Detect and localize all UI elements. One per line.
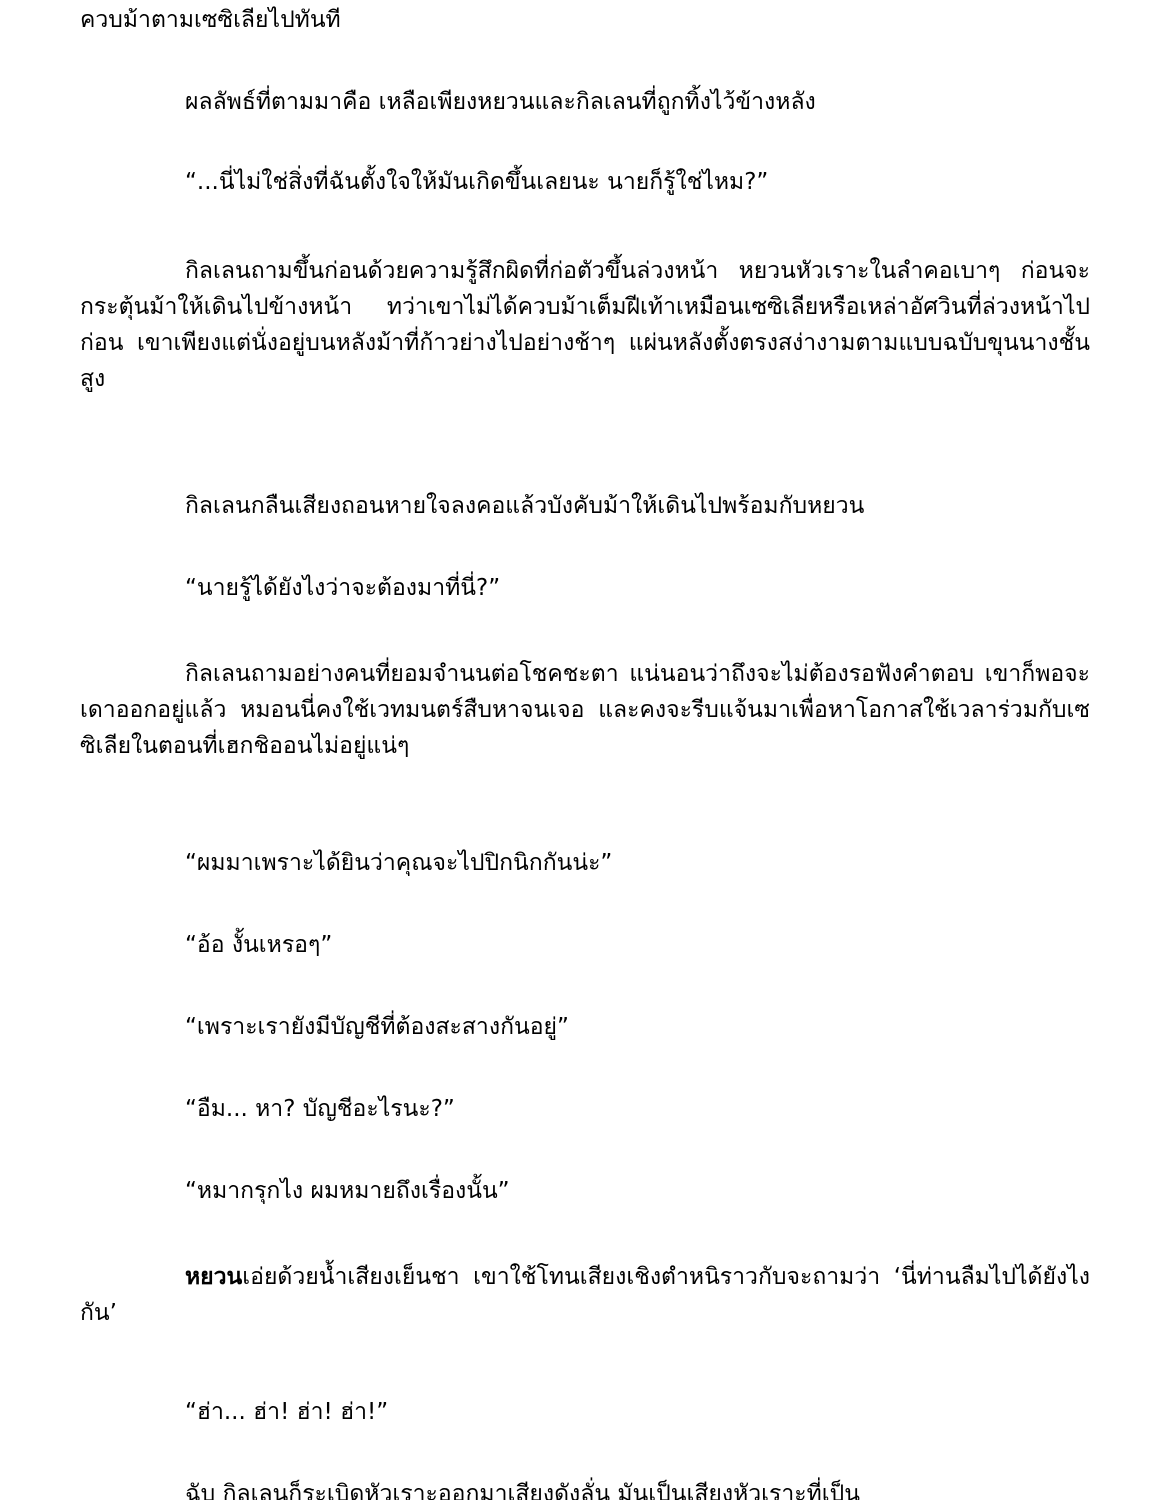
speaker-name: หยวน: [185, 1264, 243, 1290]
paragraph-text: เอ่ยด้วยน้ำเสียงเย็นชา เขาใช้โทนเสียงเชิงตำหนิราวกับจะถามว่า ‘นี่ท่านลืมไปได้ยังไงกัน’: [80, 1264, 1090, 1326]
paragraph-dialogue: “ผมมาเพราะได้ยินว่าคุณจะไปปิกนิกกันน่ะ”: [185, 850, 613, 876]
paragraph-dialogue: “หมากรุกไง ผมหมายถึงเรื่องนั้น”: [185, 1178, 510, 1204]
paragraph-narration: กิลเลนถามขึ้นก่อนด้วยความรู้สึกผิดที่ก่อตัวขึ้นล่วงหน้า หยวนหัวเราะในลำคอเบาๆ ก่อนจะกระตุ้นม้าให้เดินไปข้างหน้า ทว่าเขาไม่ได้ควบม้าเต็มฝีเท้าเหมือนเซซิเลียหรือเหล่าอัศวินที่ล่วงหน้าไปก่อน เขาเพียงแต่นั่งอยู่บนหลังม้าที่ก้าวย่างไปอย่างช้าๆ แผ่นหลังตั้งตรงสง่างามตามแบบฉบับขุนนางชั้นสูง: [80, 258, 1090, 392]
paragraph-continuation: ควบม้าตามเซซิเลียไปทันที: [80, 7, 341, 33]
paragraph-dialogue: “เพราะเรายังมีบัญชีที่ต้องสะสางกันอยู่”: [185, 1014, 569, 1040]
paragraph-narration: [80, 1259, 1090, 1331]
paragraph-narration: กิลเลนกลืนเสียงถอนหายใจลงคอแล้วบังคับม้าให้เดินไปพร้อมกับหยวน: [185, 493, 865, 519]
paragraph-dialogue: “...นี่ไม่ใช่สิ่งที่ฉันตั้งใจให้มันเกิดขึ้นเลยนะ นายก็รู้ใช่ไหม?”: [185, 169, 769, 195]
paragraph-narration: ฉับ กิลเลนก็ระเบิดหัวเราะออกมาเสียงดังลั่น มันเป็นเสียงหัวเราะที่เป็น: [185, 1481, 860, 1500]
paragraph-dialogue: “ฮ่า... ฮ่า! ฮ่า! ฮ่า!”: [185, 1399, 389, 1425]
paragraph-narration: กิลเลนถามอย่างคนที่ยอมจำนนต่อโชคชะตา แน่นอนว่าถึงจะไม่ต้องรอฟังคำตอบ เขาก็พอจะเดาออกอยู่แล้ว หมอนนี่คงใช้เวทมนตร์สืบหาจนเจอ และคงจะรีบแจ้นมาเพื่อหาโอกาสใช้เวลาร่วมกับเซซิเลียในตอนที่เฮกชิออนไม่อยู่แน่ๆ: [80, 661, 1090, 759]
paragraph-dialogue: “นายรู้ได้ยังไงว่าจะต้องมาที่นี่?”: [185, 575, 501, 601]
paragraph-dialogue: “อืม... หา? บัญชีอะไรนะ?”: [185, 1096, 455, 1122]
paragraph-dialogue: “อ้อ งั้นเหรอๆ”: [185, 932, 333, 958]
paragraph-narration: ผลลัพธ์ที่ตามมาคือ เหลือเพียงหยวนและกิลเลนที่ถูกทิ้งไว้ข้างหลัง: [185, 89, 816, 115]
